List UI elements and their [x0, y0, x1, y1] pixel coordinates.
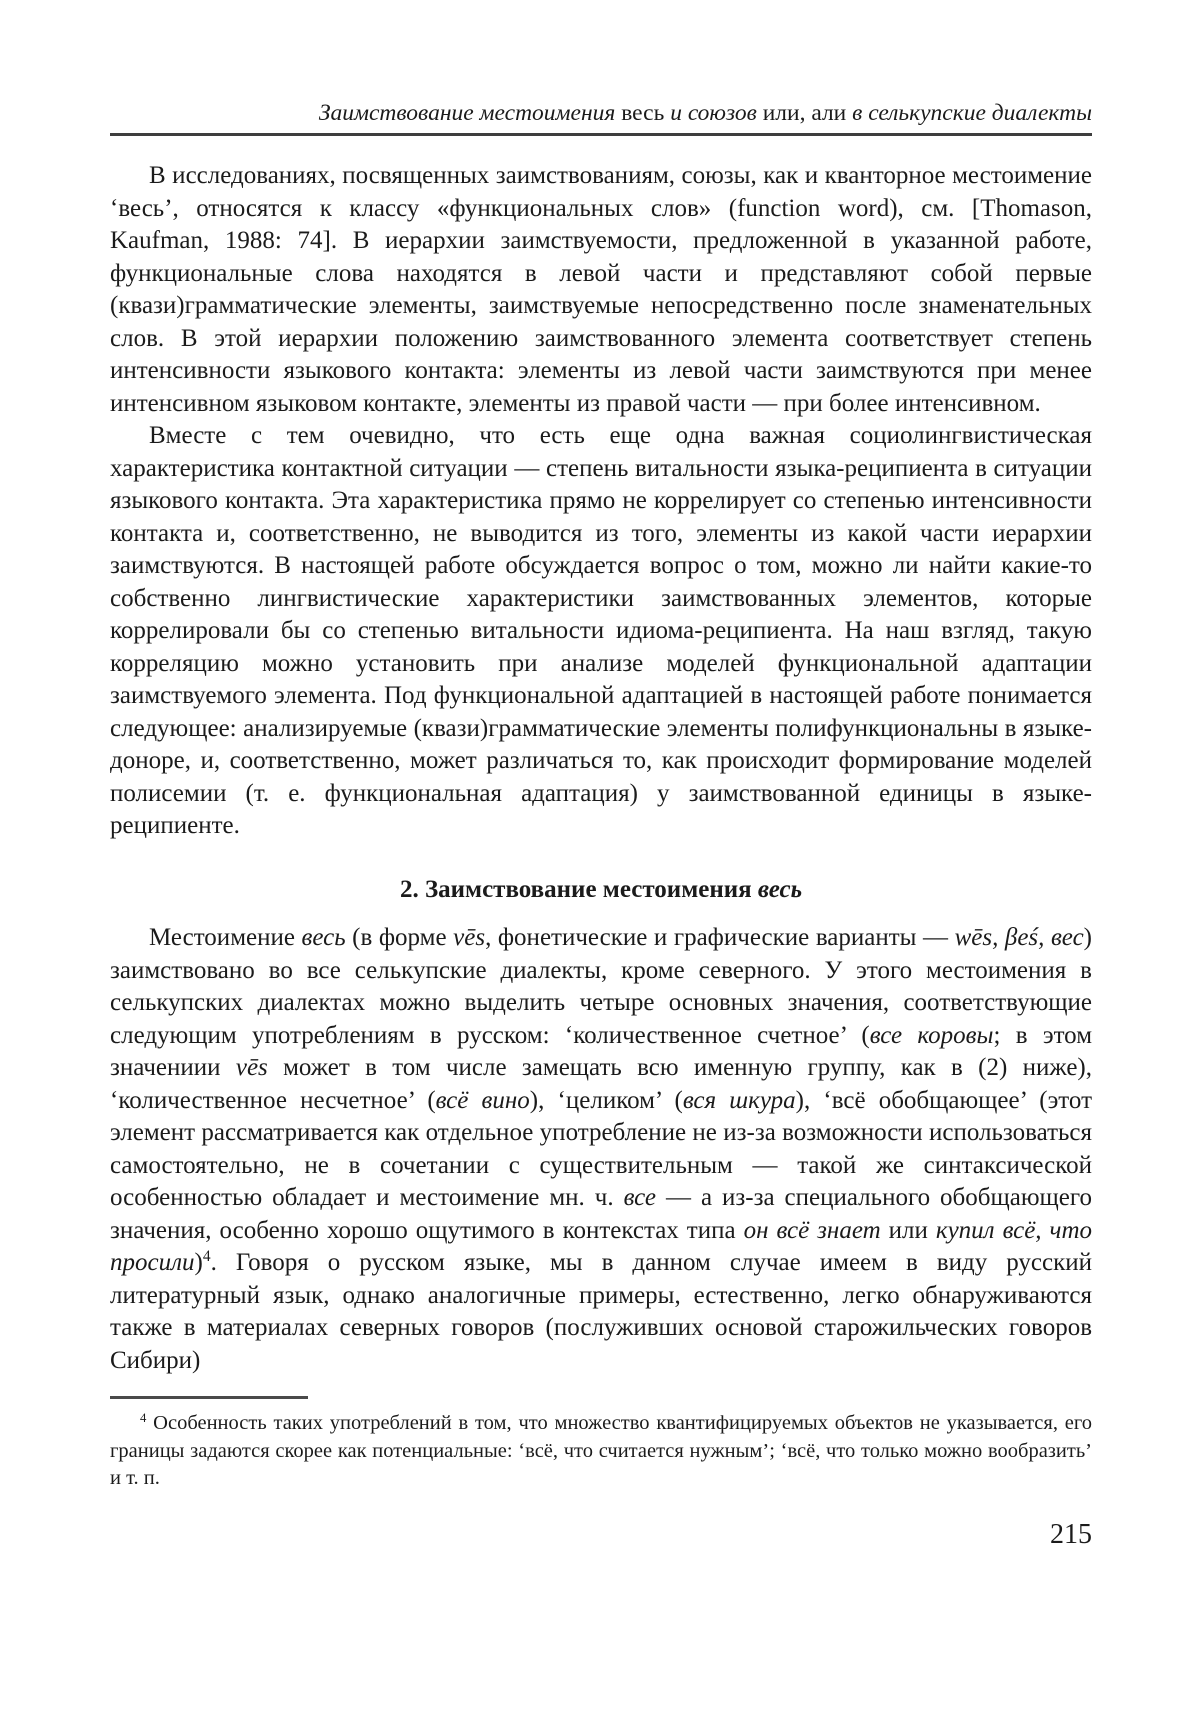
- text-run: купил всё, что просили: [110, 1216, 1093, 1276]
- paragraph-intro-2: [110, 420, 1092, 843]
- text-run: ), ‘целиком’ (: [529, 1086, 683, 1114]
- page-content: [110, 0, 1092, 1550]
- running-header: [110, 100, 1092, 126]
- text-run: ) заимствовано во все селькупские диалекты, кроме северного. У этого местоимения в селькупских диалектах можно выделить четыре основных значения, соответствующие следующим употреблениям в русском: ‘количественное счетное’ (: [110, 924, 1092, 1049]
- text-run: всё вино: [435, 1086, 530, 1114]
- text-run: весь: [301, 924, 346, 951]
- text-run: (в форме: [345, 924, 454, 951]
- header-rule: [110, 133, 1092, 136]
- footnote: [110, 1410, 1092, 1493]
- paragraph-section-1: [110, 922, 1092, 1377]
- text-run: — а из-за специального обобщающего значения, особенно хорошо ощутимого в контекстах типа: [110, 1184, 1092, 1244]
- text-run: в селькупские диалекты: [846, 100, 1092, 126]
- text-run: ): [194, 1249, 203, 1276]
- text-run: или, али: [762, 100, 847, 126]
- text-run: . Говоря о русском языке, мы в данном случае имеем в виду русский литературный язык, однако аналогичные примеры, естественно, легко обнаруживаются также в материалах северных говоров (послуживших основой старожильческих говоров Сибири): [110, 1249, 1092, 1374]
- text-run: все: [623, 1184, 656, 1211]
- page-number: 215: [1050, 1518, 1092, 1550]
- paragraph-intro-1: [110, 160, 1092, 420]
- text-run: все коровы: [869, 1021, 994, 1049]
- text-run: ), ‘всё обобщающее’ (этот элемент рассматривается как отдельное употребление не из-за возможности использоваться самостоятельно, не в сочетании с существительным — такой же синтаксической особенностью обладает и местоимение мн. ч.: [110, 1086, 1092, 1211]
- text-run: Вместе с тем очевидно, что есть еще одна важная социолингвистическая характеристика контактной ситуации — степень витальности языка-реципиента в ситуации языкового контакта. Эта характеристика прямо не коррелирует со степенью интенсивности контакта и, соответственно, не выводится из того, элементы из какой части иерархии заимствуются. В настоящей работе обсуждается вопрос о том, можно ли найти какие-то собственно лингвистические характеристики заимствованных элементов, которые коррелировали бы со степенью витальности идиома-реципиента. На наш взгляд, такую корреляцию можно установить при анализе моделей функциональной адаптации заимствуемого элемента. Под функциональной адаптацией в настоящей работе понимается следующее: анализируемые (квази)грамматические элементы полифункциональны в языке-доноре, и, соответственно, может различаться то, как происходит формирование моделей полисемии (т. е. функциональная адаптация) у заимствованной единицы в языке-реципиенте.: [110, 422, 1092, 839]
- text-run: он всё знает: [743, 1216, 881, 1244]
- text-run: Заимствование местоимения: [318, 100, 622, 126]
- section-heading: [110, 874, 1092, 907]
- text-run: 4: [202, 1248, 211, 1266]
- text-run: 2. Заимствование местоимения: [399, 875, 758, 903]
- text-run: wēs, βeś, вес: [954, 924, 1084, 951]
- text-run: , фонетические и графические варианты —: [485, 924, 955, 951]
- text-run: весь: [757, 875, 803, 903]
- text-run: может в том числе замещать всю именную группу, как в (2) ниже), ‘количественное несчетное’ (: [110, 1054, 1092, 1114]
- text-run: Особенность таких употреблений в том, что множество квантифицируемых объектов не указывается, его границы задаются скорее как потенциальные: ‘всё, что считается нужным’; ‘всё, что только можно вообразить’ и т. п.: [110, 1412, 1092, 1489]
- text-run: Местоимение: [149, 924, 302, 951]
- text-run: вся шкура: [682, 1086, 796, 1114]
- text-run: весь: [621, 100, 665, 126]
- text-run: 4: [140, 1411, 147, 1426]
- text-run: В исследованиях, посвященных заимствованиям, союзы, как и кванторное местоимение ‘весь’, относятся к классу «функциональных слов» (function word), см. [Thomason, Kaufman, 1988: 74]. В иерархии заимствуемости, предложенной в указанной работе, функциональные слова находятся в левой части и представляют собой первые (квази)грамматические элементы, заимствуемые непосредственно после знаменательных слов. В этой иерархии положению заимствованного элемента соответствует степень интенсивности языкового контакта: элементы из левой части заимствуются при менее интенсивном языковом контакте, элементы из правой части — при более интенсивном.: [110, 162, 1092, 417]
- text-run: vēs: [235, 1054, 268, 1081]
- text-run: vēs: [453, 924, 486, 951]
- text-run: ; в этом значениии: [110, 1021, 1093, 1081]
- footnote-rule: [110, 1396, 308, 1399]
- text-run: или: [880, 1216, 936, 1244]
- text-run: и союзов: [664, 100, 763, 126]
